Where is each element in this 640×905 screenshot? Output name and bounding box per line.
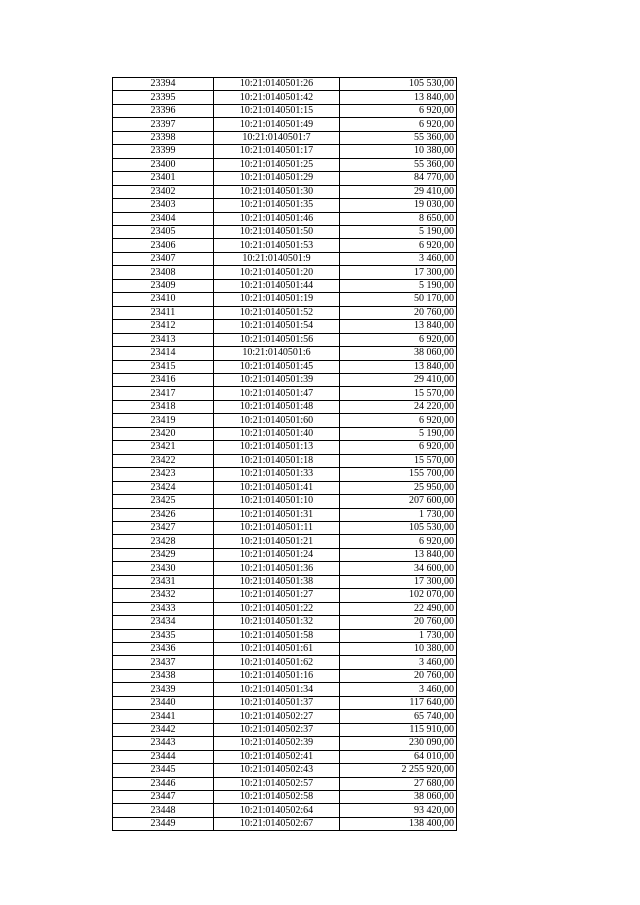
table-row xyxy=(113,710,457,723)
amount-cell: 93 420,00 xyxy=(340,804,457,817)
amount-cell: 2 255 920,00 xyxy=(340,764,457,777)
table-row xyxy=(113,158,457,171)
row-number-cell: 23447 xyxy=(113,791,214,804)
amount-cell: 6 920,00 xyxy=(340,333,457,346)
table-row xyxy=(113,387,457,400)
row-number-cell: 23421 xyxy=(113,441,214,454)
amount-cell: 5 190,00 xyxy=(340,279,457,292)
table-row xyxy=(113,320,457,333)
table-row xyxy=(113,225,457,238)
cadastral-number-cell: 10:21:0140501:30 xyxy=(214,185,340,198)
amount-cell: 6 920,00 xyxy=(340,414,457,427)
row-number-cell: 23444 xyxy=(113,750,214,763)
row-number-cell: 23401 xyxy=(113,172,214,185)
amount-cell: 38 060,00 xyxy=(340,347,457,360)
row-number-cell: 23423 xyxy=(113,468,214,481)
row-number-cell: 23443 xyxy=(113,737,214,750)
row-number-cell: 23415 xyxy=(113,360,214,373)
row-number-cell: 23414 xyxy=(113,347,214,360)
amount-cell: 5 190,00 xyxy=(340,427,457,440)
cadastral-number-cell: 10:21:0140501:47 xyxy=(214,387,340,400)
row-number-cell: 23417 xyxy=(113,387,214,400)
table-row xyxy=(113,562,457,575)
cadastral-number-cell: 10:21:0140501:13 xyxy=(214,441,340,454)
cadastral-number-cell: 10:21:0140501:20 xyxy=(214,266,340,279)
cadastral-number-cell: 10:21:0140501:36 xyxy=(214,562,340,575)
row-number-cell: 23406 xyxy=(113,239,214,252)
table-row xyxy=(113,481,457,494)
amount-cell: 64 010,00 xyxy=(340,750,457,763)
row-number-cell: 23398 xyxy=(113,131,214,144)
amount-cell: 10 380,00 xyxy=(340,145,457,158)
table-row xyxy=(113,172,457,185)
cadastral-number-cell: 10:21:0140501:32 xyxy=(214,616,340,629)
table-row xyxy=(113,643,457,656)
amount-cell: 207 600,00 xyxy=(340,495,457,508)
table-row xyxy=(113,508,457,521)
row-number-cell: 23409 xyxy=(113,279,214,292)
row-number-cell: 23405 xyxy=(113,225,214,238)
amount-cell: 230 090,00 xyxy=(340,737,457,750)
row-number-cell: 23411 xyxy=(113,306,214,319)
table-row xyxy=(113,239,457,252)
cadastral-number-cell: 10:21:0140501:7 xyxy=(214,131,340,144)
row-number-cell: 23438 xyxy=(113,669,214,682)
amount-cell: 105 530,00 xyxy=(340,78,457,91)
table-row xyxy=(113,333,457,346)
amount-cell: 34 600,00 xyxy=(340,562,457,575)
amount-cell: 117 640,00 xyxy=(340,696,457,709)
table-row xyxy=(113,723,457,736)
table-row xyxy=(113,427,457,440)
table-row xyxy=(113,696,457,709)
amount-cell: 25 950,00 xyxy=(340,481,457,494)
amount-cell: 10 380,00 xyxy=(340,643,457,656)
cadastral-number-cell: 10:21:0140501:21 xyxy=(214,535,340,548)
cadastral-number-cell: 10:21:0140502:37 xyxy=(214,723,340,736)
row-number-cell: 23410 xyxy=(113,293,214,306)
table-row xyxy=(113,78,457,91)
amount-cell: 38 060,00 xyxy=(340,791,457,804)
table-row xyxy=(113,279,457,292)
cadastral-number-cell: 10:21:0140501:52 xyxy=(214,306,340,319)
row-number-cell: 23425 xyxy=(113,495,214,508)
row-number-cell: 23407 xyxy=(113,252,214,265)
table-row xyxy=(113,669,457,682)
table-row xyxy=(113,737,457,750)
cadastral-number-cell: 10:21:0140501:44 xyxy=(214,279,340,292)
row-number-cell: 23449 xyxy=(113,817,214,830)
row-number-cell: 23448 xyxy=(113,804,214,817)
table-row xyxy=(113,454,457,467)
table-row xyxy=(113,306,457,319)
table-row xyxy=(113,521,457,534)
table-row xyxy=(113,575,457,588)
amount-cell: 6 920,00 xyxy=(340,118,457,131)
table-row xyxy=(113,118,457,131)
amount-cell: 13 840,00 xyxy=(340,548,457,561)
table-row xyxy=(113,804,457,817)
table-row xyxy=(113,535,457,548)
amount-cell: 20 760,00 xyxy=(340,306,457,319)
cadastral-number-cell: 10:21:0140501:56 xyxy=(214,333,340,346)
row-number-cell: 23403 xyxy=(113,199,214,212)
cadastral-number-cell: 10:21:0140501:16 xyxy=(214,669,340,682)
amount-cell: 15 570,00 xyxy=(340,454,457,467)
row-number-cell: 23412 xyxy=(113,320,214,333)
row-number-cell: 23418 xyxy=(113,400,214,413)
row-number-cell: 23441 xyxy=(113,710,214,723)
row-number-cell: 23408 xyxy=(113,266,214,279)
table-row xyxy=(113,185,457,198)
table-row xyxy=(113,400,457,413)
amount-cell: 102 070,00 xyxy=(340,589,457,602)
cadastral-number-cell: 10:21:0140502:39 xyxy=(214,737,340,750)
row-number-cell: 23433 xyxy=(113,602,214,615)
amount-cell: 24 220,00 xyxy=(340,400,457,413)
cadastral-number-cell: 10:21:0140502:43 xyxy=(214,764,340,777)
row-number-cell: 23404 xyxy=(113,212,214,225)
amount-cell: 5 190,00 xyxy=(340,225,457,238)
cadastral-number-cell: 10:21:0140501:26 xyxy=(214,78,340,91)
amount-cell: 27 680,00 xyxy=(340,777,457,790)
table-row xyxy=(113,777,457,790)
cadastral-number-cell: 10:21:0140501:46 xyxy=(214,212,340,225)
table-row xyxy=(113,468,457,481)
cadastral-number-cell: 10:21:0140501:40 xyxy=(214,427,340,440)
amount-cell: 13 840,00 xyxy=(340,320,457,333)
amount-cell: 1 730,00 xyxy=(340,508,457,521)
row-number-cell: 23428 xyxy=(113,535,214,548)
cadastral-number-cell: 10:21:0140501:29 xyxy=(214,172,340,185)
amount-cell: 55 360,00 xyxy=(340,131,457,144)
cadastral-number-cell: 10:21:0140501:45 xyxy=(214,360,340,373)
amount-cell: 6 920,00 xyxy=(340,441,457,454)
cadastral-number-cell: 10:21:0140501:60 xyxy=(214,414,340,427)
row-number-cell: 23442 xyxy=(113,723,214,736)
row-number-cell: 23435 xyxy=(113,629,214,642)
amount-cell: 55 360,00 xyxy=(340,158,457,171)
table-row xyxy=(113,293,457,306)
cadastral-number-cell: 10:21:0140502:41 xyxy=(214,750,340,763)
amount-cell: 1 730,00 xyxy=(340,629,457,642)
row-number-cell: 23437 xyxy=(113,656,214,669)
table-row xyxy=(113,252,457,265)
table-row xyxy=(113,764,457,777)
table-row xyxy=(113,791,457,804)
row-number-cell: 23419 xyxy=(113,414,214,427)
cadastral-number-cell: 10:21:0140501:62 xyxy=(214,656,340,669)
row-number-cell: 23422 xyxy=(113,454,214,467)
table-row xyxy=(113,441,457,454)
table-row xyxy=(113,548,457,561)
cadastral-number-cell: 10:21:0140501:42 xyxy=(214,91,340,104)
cadastral-number-cell: 10:21:0140501:34 xyxy=(214,683,340,696)
cadastral-number-cell: 10:21:0140501:48 xyxy=(214,400,340,413)
table-row xyxy=(113,91,457,104)
table-row xyxy=(113,414,457,427)
row-number-cell: 23434 xyxy=(113,616,214,629)
row-number-cell: 23439 xyxy=(113,683,214,696)
row-number-cell: 23432 xyxy=(113,589,214,602)
cadastral-number-cell: 10:21:0140501:18 xyxy=(214,454,340,467)
cadastral-number-cell: 10:21:0140501:39 xyxy=(214,373,340,386)
cadastral-number-cell: 10:21:0140501:24 xyxy=(214,548,340,561)
row-number-cell: 23400 xyxy=(113,158,214,171)
row-number-cell: 23446 xyxy=(113,777,214,790)
amount-cell: 6 920,00 xyxy=(340,104,457,117)
row-number-cell: 23394 xyxy=(113,78,214,91)
amount-cell: 3 460,00 xyxy=(340,683,457,696)
cadastral-number-cell: 10:21:0140501:61 xyxy=(214,643,340,656)
row-number-cell: 23436 xyxy=(113,643,214,656)
row-number-cell: 23396 xyxy=(113,104,214,117)
ledger-table xyxy=(112,77,457,831)
amount-cell: 22 490,00 xyxy=(340,602,457,615)
amount-cell: 3 460,00 xyxy=(340,656,457,669)
cadastral-number-cell: 10:21:0140501:9 xyxy=(214,252,340,265)
cadastral-number-cell: 10:21:0140501:27 xyxy=(214,589,340,602)
table-row xyxy=(113,683,457,696)
table-row xyxy=(113,373,457,386)
cadastral-number-cell: 10:21:0140502:67 xyxy=(214,817,340,830)
table-row xyxy=(113,629,457,642)
amount-cell: 115 910,00 xyxy=(340,723,457,736)
amount-cell: 3 460,00 xyxy=(340,252,457,265)
table-row xyxy=(113,145,457,158)
amount-cell: 8 650,00 xyxy=(340,212,457,225)
cadastral-number-cell: 10:21:0140502:64 xyxy=(214,804,340,817)
cadastral-number-cell: 10:21:0140501:31 xyxy=(214,508,340,521)
amount-cell: 15 570,00 xyxy=(340,387,457,400)
table-row xyxy=(113,212,457,225)
amount-cell: 105 530,00 xyxy=(340,521,457,534)
row-number-cell: 23429 xyxy=(113,548,214,561)
table-row xyxy=(113,750,457,763)
amount-cell: 6 920,00 xyxy=(340,239,457,252)
ledger-body xyxy=(113,78,457,831)
cadastral-number-cell: 10:21:0140501:22 xyxy=(214,602,340,615)
cadastral-number-cell: 10:21:0140501:17 xyxy=(214,145,340,158)
amount-cell: 6 920,00 xyxy=(340,535,457,548)
cadastral-number-cell: 10:21:0140501:6 xyxy=(214,347,340,360)
cadastral-number-cell: 10:21:0140501:10 xyxy=(214,495,340,508)
table-row xyxy=(113,131,457,144)
cadastral-number-cell: 10:21:0140501:25 xyxy=(214,158,340,171)
amount-cell: 29 410,00 xyxy=(340,185,457,198)
table-row xyxy=(113,360,457,373)
amount-cell: 20 760,00 xyxy=(340,616,457,629)
row-number-cell: 23445 xyxy=(113,764,214,777)
row-number-cell: 23397 xyxy=(113,118,214,131)
cadastral-number-cell: 10:21:0140502:27 xyxy=(214,710,340,723)
amount-cell: 50 170,00 xyxy=(340,293,457,306)
table-row xyxy=(113,616,457,629)
cadastral-number-cell: 10:21:0140501:53 xyxy=(214,239,340,252)
row-number-cell: 23424 xyxy=(113,481,214,494)
table-row xyxy=(113,495,457,508)
cadastral-number-cell: 10:21:0140501:41 xyxy=(214,481,340,494)
cadastral-number-cell: 10:21:0140501:35 xyxy=(214,199,340,212)
amount-cell: 155 700,00 xyxy=(340,468,457,481)
cadastral-number-cell: 10:21:0140501:11 xyxy=(214,521,340,534)
table-row xyxy=(113,602,457,615)
table-row xyxy=(113,656,457,669)
row-number-cell: 23430 xyxy=(113,562,214,575)
amount-cell: 17 300,00 xyxy=(340,575,457,588)
row-number-cell: 23399 xyxy=(113,145,214,158)
row-number-cell: 23420 xyxy=(113,427,214,440)
table-row xyxy=(113,266,457,279)
table-row xyxy=(113,104,457,117)
cadastral-number-cell: 10:21:0140501:54 xyxy=(214,320,340,333)
cadastral-number-cell: 10:21:0140502:58 xyxy=(214,791,340,804)
amount-cell: 19 030,00 xyxy=(340,199,457,212)
table-row xyxy=(113,817,457,830)
amount-cell: 20 760,00 xyxy=(340,669,457,682)
cadastral-number-cell: 10:21:0140501:15 xyxy=(214,104,340,117)
cadastral-number-cell: 10:21:0140502:57 xyxy=(214,777,340,790)
row-number-cell: 23402 xyxy=(113,185,214,198)
row-number-cell: 23413 xyxy=(113,333,214,346)
row-number-cell: 23427 xyxy=(113,521,214,534)
amount-cell: 17 300,00 xyxy=(340,266,457,279)
amount-cell: 65 740,00 xyxy=(340,710,457,723)
amount-cell: 84 770,00 xyxy=(340,172,457,185)
cadastral-number-cell: 10:21:0140501:49 xyxy=(214,118,340,131)
cadastral-number-cell: 10:21:0140501:58 xyxy=(214,629,340,642)
row-number-cell: 23426 xyxy=(113,508,214,521)
amount-cell: 138 400,00 xyxy=(340,817,457,830)
table-row xyxy=(113,347,457,360)
table-row xyxy=(113,199,457,212)
row-number-cell: 23395 xyxy=(113,91,214,104)
table-row xyxy=(113,589,457,602)
cadastral-number-cell: 10:21:0140501:19 xyxy=(214,293,340,306)
amount-cell: 13 840,00 xyxy=(340,91,457,104)
row-number-cell: 23440 xyxy=(113,696,214,709)
cadastral-number-cell: 10:21:0140501:37 xyxy=(214,696,340,709)
amount-cell: 13 840,00 xyxy=(340,360,457,373)
row-number-cell: 23431 xyxy=(113,575,214,588)
row-number-cell: 23416 xyxy=(113,373,214,386)
amount-cell: 29 410,00 xyxy=(340,373,457,386)
cadastral-number-cell: 10:21:0140501:50 xyxy=(214,225,340,238)
cadastral-number-cell: 10:21:0140501:38 xyxy=(214,575,340,588)
cadastral-number-cell: 10:21:0140501:33 xyxy=(214,468,340,481)
